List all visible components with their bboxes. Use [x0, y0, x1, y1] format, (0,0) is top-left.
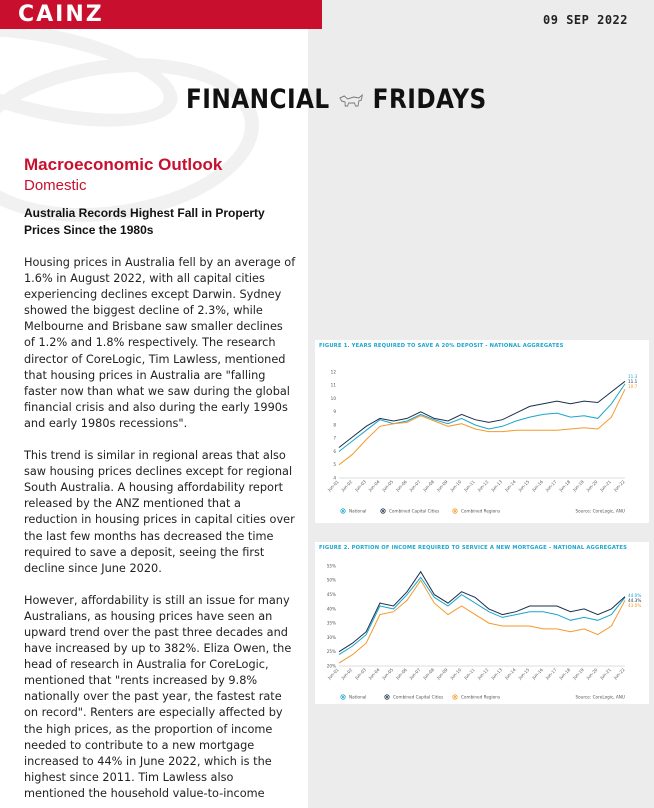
x-tick-label: Jun-04	[367, 667, 381, 681]
y-tick-label: 25%	[326, 649, 336, 655]
x-tick-label: Jun-15	[517, 479, 531, 493]
x-tick-label: Jun-03	[353, 667, 367, 681]
article-headline: Australia Records Highest Fall in Property Prices Since the 1980s	[24, 206, 265, 237]
section-subtitle: Domestic	[24, 177, 87, 194]
y-tick-label: 8	[333, 422, 336, 428]
x-tick-label: Jun-05	[381, 479, 395, 493]
end-value-label: 43.0%	[628, 603, 642, 608]
series-line	[339, 572, 625, 652]
end-value-label: 44.0%	[628, 593, 642, 598]
x-tick-label: Jun-20	[585, 667, 599, 681]
x-tick-label: Jun-18	[558, 667, 572, 681]
x-tick-label: Jun-22	[612, 667, 626, 681]
y-tick-label: 45%	[326, 591, 336, 597]
x-tick-label: Jun-06	[394, 667, 408, 681]
x-tick-label: Jun-16	[530, 667, 544, 681]
x-tick-label: Jun-21	[599, 479, 613, 493]
legend-label: Combined Regions	[461, 508, 501, 514]
legend-marker-dot	[382, 510, 384, 512]
x-tick-label: Jun-04	[367, 479, 381, 493]
x-tick-label: Jun-17	[544, 479, 558, 493]
issue-date: 09 SEP 2022	[543, 13, 628, 27]
x-tick-label: Jun-18	[558, 479, 572, 493]
brand-logo: CAINZ	[18, 2, 104, 27]
x-tick-label: Jun-08	[422, 479, 436, 493]
x-tick-label: Jun-06	[394, 479, 408, 493]
end-value-label: 10.7	[628, 384, 638, 389]
y-tick-label: 12	[330, 369, 336, 375]
legend-marker-dot	[342, 696, 344, 698]
paragraph: This trend is similar in regional areas that also saw housing prices declines except for regional South Australia. A housing affordability report released by the ANZ mentioned that a reduction in housing prices in capital cities over the last few months has decreased the time required to save a deposit, seeing the first decline since June 2020.	[24, 449, 295, 575]
y-tick-label: 55%	[326, 563, 336, 569]
x-tick-label: Jun-01	[326, 479, 340, 493]
series-line	[339, 580, 625, 663]
series-line	[339, 381, 625, 447]
end-value-label: 44.3%	[628, 598, 642, 603]
x-tick-label: Jun-14	[503, 479, 517, 493]
legend-marker-dot	[386, 696, 388, 698]
end-value-label: 11.1	[628, 379, 638, 384]
y-tick-label: 6	[333, 448, 336, 454]
x-tick-label: Jun-16	[530, 479, 544, 493]
y-tick-label: 9	[333, 409, 336, 415]
figure-income-for-mortgage	[315, 542, 649, 704]
x-tick-label: Jun-11	[462, 667, 476, 681]
chart-income-for-mortgage	[315, 542, 649, 704]
x-tick-label: Jun-10	[449, 479, 463, 493]
series-line	[339, 384, 625, 452]
y-tick-label: 10	[330, 395, 336, 401]
y-tick-label: 4	[333, 475, 336, 481]
x-tick-label: Jun-21	[599, 667, 613, 681]
y-tick-label: 35%	[326, 620, 336, 626]
masthead-right: FRIDAYS	[372, 84, 487, 115]
x-tick-label: Jun-09	[435, 479, 449, 493]
article-body	[24, 255, 296, 808]
paragraph: However, affordability is still an issue for many Australians, as housing prices have seen an upward trend over the past three decades and have increased by up to 382%. Eliza Owen, the head of research in Australia for CoreLogic, mentioned that "rents increased by 9.8% nationally over the past year, the fastest rate on record". Renters are especially affected by the high prices, as the proportion of income needed to contribute to a new mortgage increased to 44% in June 2022, which is the highest since 2011. Tim Lawless also mentioned the household value-to-income	[24, 593, 292, 800]
x-tick-label: Jun-17	[544, 667, 558, 681]
x-tick-label: Jun-05	[381, 667, 395, 681]
y-tick-label: 11	[330, 382, 336, 388]
x-tick-label: Jun-11	[462, 479, 476, 493]
x-tick-label: Jun-20	[585, 479, 599, 493]
end-value-label: 11.3	[628, 374, 638, 379]
chart-source: Source: CoreLogic, ANU	[575, 508, 625, 514]
figure-years-to-save	[315, 340, 649, 523]
x-tick-label: Jun-14	[503, 667, 517, 681]
series-line	[339, 577, 625, 654]
x-tick-label: Jun-07	[408, 479, 422, 493]
x-tick-label: Jun-08	[422, 667, 436, 681]
x-tick-label: Jun-22	[612, 479, 626, 493]
x-tick-label: Jun-01	[326, 667, 340, 681]
legend-label: Combined Capital Cities	[393, 694, 444, 700]
legend-marker-dot	[454, 696, 456, 698]
x-tick-label: Jun-07	[408, 667, 422, 681]
x-tick-label: Jun-15	[517, 667, 531, 681]
legend-label: National	[349, 508, 367, 514]
bull-icon	[338, 92, 364, 108]
y-tick-label: 5	[333, 462, 336, 468]
x-tick-label: Jun-03	[353, 479, 367, 493]
x-tick-label: Jun-10	[449, 667, 463, 681]
y-tick-label: 40%	[326, 606, 336, 612]
x-tick-label: Jun-13	[490, 479, 504, 493]
x-tick-label: Jun-02	[340, 667, 354, 681]
legend-label: Combined Regions	[461, 694, 501, 700]
figure-title: FIGURE 1. YEARS REQUIRED TO SAVE A 20% DEPOSIT - NATIONAL AGGREGATES	[319, 343, 564, 349]
section-title: Macroeconomic Outlook	[24, 155, 223, 174]
x-tick-label: Jun-12	[476, 479, 490, 493]
x-tick-label: Jun-09	[435, 667, 449, 681]
legend-marker-dot	[454, 510, 456, 512]
chart-source: Source: CoreLogic, ANU	[575, 694, 625, 700]
x-tick-label: Jun-13	[490, 667, 504, 681]
y-tick-label: 30%	[326, 634, 336, 640]
legend-label: Combined Capital Cities	[389, 508, 440, 514]
x-tick-label: Jun-02	[340, 479, 354, 493]
legend-marker-dot	[342, 510, 344, 512]
masthead	[186, 84, 487, 115]
brand-bar	[0, 0, 322, 29]
masthead-left: FINANCIAL	[186, 84, 330, 115]
x-tick-label: Jun-19	[571, 667, 585, 681]
y-tick-label: 20%	[326, 663, 336, 669]
x-tick-label: Jun-12	[476, 667, 490, 681]
y-tick-label: 7	[333, 435, 336, 441]
legend-label: National	[349, 694, 367, 700]
chart-years-to-save	[315, 340, 649, 523]
paragraph: Housing prices in Australia fell by an average of 1.6% in August 2022, with all capital cities experiencing declines except Darwin. Sydney showed the biggest decline of 2.3%, while Melbourne and Brisbane saw smaller declines of 1.2% and 1.8% respectively. The research director of CoreLogic, Tim Lawless, mentioned that housing prices in Australia are "falling faster now than what we saw during the global financial crisis and also during the early 1990s and early 1980s recessions".	[24, 256, 296, 430]
figure-title: FIGURE 2. PORTION OF INCOME REQUIRED TO SERVICE A NEW MORTGAGE - NATIONAL AGGREGATES	[319, 545, 628, 551]
x-tick-label: Jun-19	[571, 479, 585, 493]
y-tick-label: 50%	[326, 577, 336, 583]
